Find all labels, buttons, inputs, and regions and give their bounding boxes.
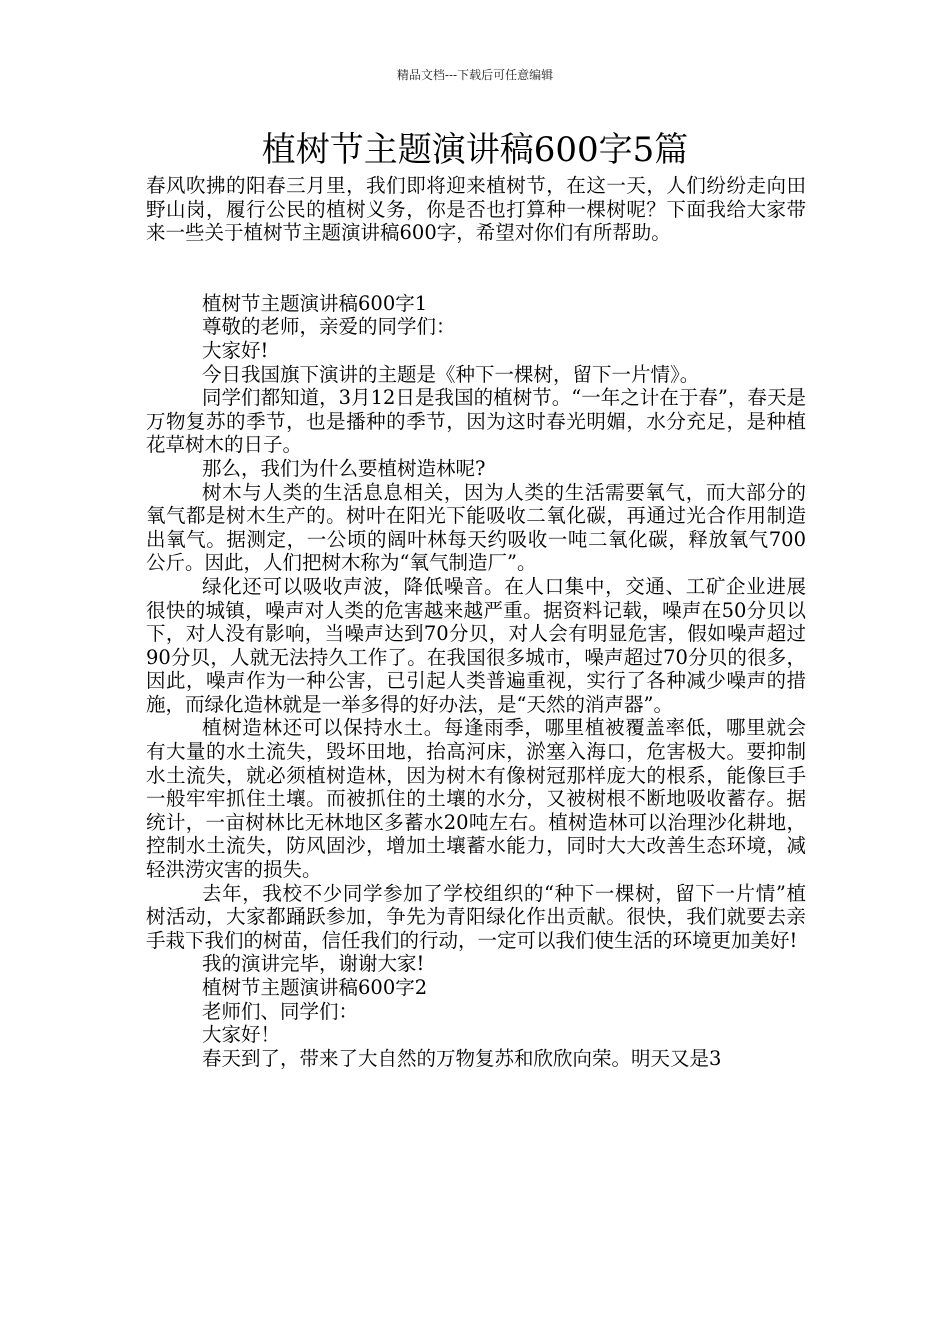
body-paragraph: 同学们都知道，3月12日是我国的植树节。“一年之计在于春”，春天是万物复苏的季节，也是播种的季节，因为这时春光明媚，水分充足，是种植花草树木的日子。 — [146, 386, 806, 457]
document-title: 植树节主题演讲稿600字5篇 — [261, 130, 689, 170]
greeting: 大家好！ — [202, 1023, 281, 1047]
closing-line: 我的演讲完毕，谢谢大家! — [202, 952, 425, 976]
body-paragraph: 植树造林还可以保持水土。每逢雨季，哪里植被覆盖率低，哪里就会有大量的水土流失，毁坏田地，抬高河床，淤塞入海口，危害极大。要抑制水土流失，就必须植树造林，因为树木有像树冠那样庞大的根系，能像巨手一般牢牢抓住土壤。而被抓住的土壤的水分，又被树根不断地吸收蓄存。据统计，一亩树林比无林地区多蓄水20吨左右。植树造林可以治理沙化耕地，控制水土流失，防风固沙，增加土壤蓄水能力，同时大大改善生态环境，减轻洪涝灾害的损失。 — [146, 716, 806, 882]
section-heading-2: 植树节主题演讲稿600字2 — [202, 976, 428, 999]
body-paragraph: 去年，我校不少同学参加了学校组织的“种下一棵树，留下一片情”植树活动，大家都踊跃参加，争先为青阳绿化作出贡献。很快，我们就要去亲手栽下我们的树苗，信任我们的行动，一定可以我们使生活的环境更加美好! — [146, 881, 806, 952]
document-body — [146, 174, 806, 1070]
body-paragraph: 绿化还可以吸收声波，降低噪音。在人口集中，交通、工矿企业进展很快的城镇，噪声对人类的危害越来越严重。据资料记载，噪声在50分贝以下，对人没有影响，当噪声达到70分贝，对人会有明显危害，假如噪声超过90分贝，人就无法持久工作了。在我国很多城市，噪声超过70分贝的很多，因此，噪声作为一种公害，已引起人类普遍重视，实行了各种减少噪声的措施，而绿化造林就是一举多得的好办法，是“天然的消声器”。 — [146, 574, 806, 716]
salutation: 老师们、同学们： — [202, 999, 359, 1023]
body-paragraph: 那么，我们为什么要植树造林呢? — [202, 456, 486, 480]
body-paragraph: 今日我国旗下演讲的主题是《种下一棵树，留下一片情》。 — [202, 362, 700, 386]
body-paragraph: 春天到了，带来了大自然的万物复苏和欣欣向荣。明天又是3 — [202, 1046, 722, 1070]
body-paragraph: 树木与人类的生活息息相关，因为人类的生活需要氧气，而大部分的氧气都是树木生产的。树叶在阳光下能吸收二氧化碳，再通过光合作用制造出氧气。据测定，一公顷的阔叶林每天约吸收一吨二氧化碳，释放氧气700公斤。因此，人们把树木称为“氧气制造厂”。 — [146, 480, 806, 575]
greeting: 大家好! — [202, 338, 269, 362]
salutation: 尊敬的老师，亲爱的同学们： — [202, 315, 456, 339]
section-heading-1: 植树节主题演讲稿600字1 — [202, 291, 428, 315]
intro-paragraph: 春风吹拂的阳春三月里，我们即将迎来植树节，在这一天，人们纷纷走向田野山岗，履行公民的植树义务，你是否也打算种一棵树呢？下面我给大家带来一些关于植树节主题演讲稿600字，希望对你们有所帮助。 — [146, 174, 806, 245]
page-header: 精品文档---下载后可任意编辑 — [396, 68, 554, 82]
